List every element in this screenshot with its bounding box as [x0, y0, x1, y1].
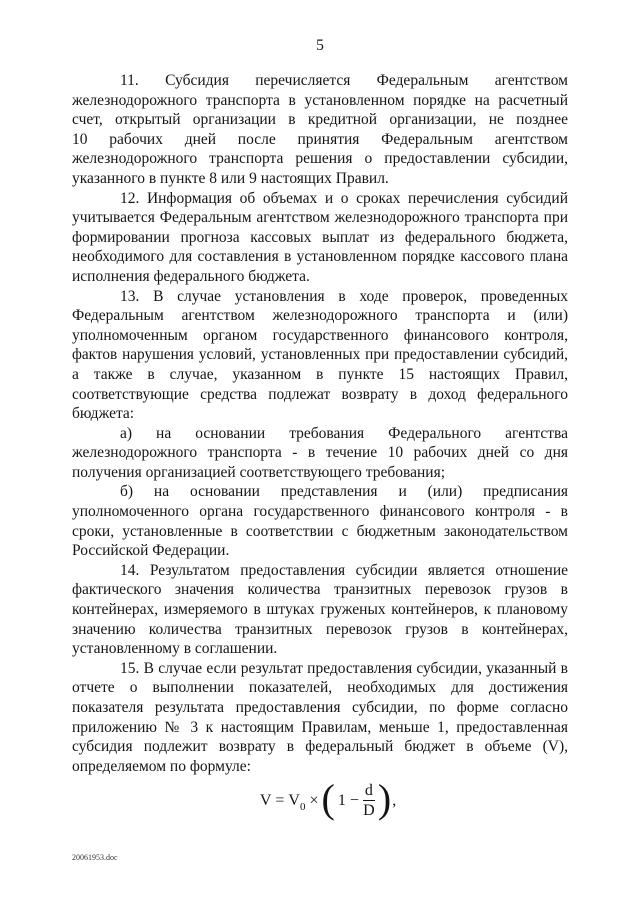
text-line: 15. В случае если результат предоставления субсидии, указанный в: [120, 659, 568, 677]
formula: [72, 776, 582, 823]
text-line: 13. В случае установления в ходе проверок, проведенных: [120, 287, 568, 305]
text-line: уполномоченного органа государственного финансового контроля - в: [72, 503, 568, 521]
text-line: сроки, установленные в соответствии с бюджетным законодательством: [72, 522, 568, 540]
text-line: показателя результата предоставления субсидии, по форме согласно: [72, 699, 568, 716]
text-line: а) на основании требования Федерального агентства: [120, 424, 568, 442]
text-line: отчете о выполнении показателей, необходимых для достижения: [72, 679, 568, 697]
text-line: 12. Информация об объемах и о сроках перечисления субсидий: [120, 189, 568, 207]
formula-lhs: V: [259, 792, 272, 809]
text-line: указанного в пункте 8 или 9 настоящих Правил.: [72, 169, 389, 187]
file-name-footer: 20061953.doc: [72, 853, 118, 862]
text-line: контейнерах, измеряемого в штуках груженых контейнеров, к плановому: [72, 601, 568, 619]
paragraph-7: [72, 659, 568, 777]
text-line: счет, открытый организации в кредитной организации, не позднее: [72, 111, 568, 129]
text-line: 10 рабочих дней после принятия Федеральным агентством: [72, 130, 568, 148]
text-line: фактического значения количества транзитных перевозок грузов в: [72, 581, 568, 599]
formula-right-paren: ): [377, 776, 392, 821]
text-line: исполнения федерального бюджета.: [72, 267, 310, 285]
formula-numerator: d: [364, 782, 373, 799]
paragraph-2: [72, 189, 568, 287]
text-line: 11. Субсидия перечисляется Федеральным агентством: [120, 72, 568, 89]
formula-one: 1: [337, 792, 346, 809]
paragraph-1: [72, 71, 568, 189]
formula-comma: ,: [392, 792, 397, 809]
paragraph-6: [72, 561, 568, 659]
text-line: значению количества транзитных перевозок грузов в контейнерах,: [72, 620, 568, 638]
text-line: 14. Результатом предоставления субсидии является отношение: [120, 561, 568, 579]
text-line: получения организацией соответствующего требования;: [72, 463, 446, 481]
paragraph-4: [72, 424, 568, 483]
page-number: 5: [316, 37, 324, 54]
text-line: фактов нарушения условий, установленных при предоставлении субсидий,: [72, 346, 568, 364]
text-line: соответствующие средства подлежат возврату в доход федерального: [72, 385, 568, 403]
text-line: бюджета:: [72, 405, 135, 423]
text-line: определяемом по формуле:: [72, 757, 251, 775]
formula-subscript: 0: [299, 801, 306, 813]
text-line: железнодорожного транспорта решения о предоставлении субсидии,: [72, 150, 568, 168]
formula-left-paren: (: [321, 776, 335, 821]
formula-times: ×: [309, 792, 319, 809]
text-line: субсидия подлежит возврату в федеральный бюджет в объеме (V),: [72, 738, 568, 756]
text-line: железнодорожного транспорта - в течение 10 рабочих дней со дня: [72, 444, 568, 462]
text-line: б) на основании представления и (или) предписания: [120, 483, 568, 501]
formula-v0: [288, 792, 306, 813]
text-line: железнодорожного транспорта в установленном порядке на расчетный: [72, 91, 568, 109]
paragraph-3: [72, 287, 568, 424]
text-line: приложению № 3 к настоящим Правилам, меньше 1, предоставленная: [72, 718, 568, 736]
text-line: установленному в соглашении.: [72, 640, 278, 658]
text-line: а также в случае, указанном в пункте 15 настоящих Правил,: [72, 365, 568, 383]
formula-fraction: [363, 782, 375, 820]
text-line: необходимого для составления в установленном порядке кассового плана: [72, 248, 568, 266]
text-line: уполномоченным органом государственного финансового контроля,: [72, 326, 568, 344]
formula-v: V: [288, 792, 300, 809]
text-line: формировании прогноза кассовых выплат из федерального бюджета,: [72, 228, 568, 246]
text-line: Федеральным агентством железнодорожного транспорта и (или): [72, 307, 568, 325]
text-line: учитывается Федеральным агентством железнодорожного транспорта при: [72, 209, 568, 227]
formula-minus: −: [349, 792, 359, 809]
text-line: Российской Федерации.: [72, 542, 230, 560]
paragraph-5: [72, 482, 568, 560]
formula-denominator: D: [363, 802, 375, 819]
formula-equals: =: [275, 792, 285, 809]
document-body: [72, 71, 568, 776]
